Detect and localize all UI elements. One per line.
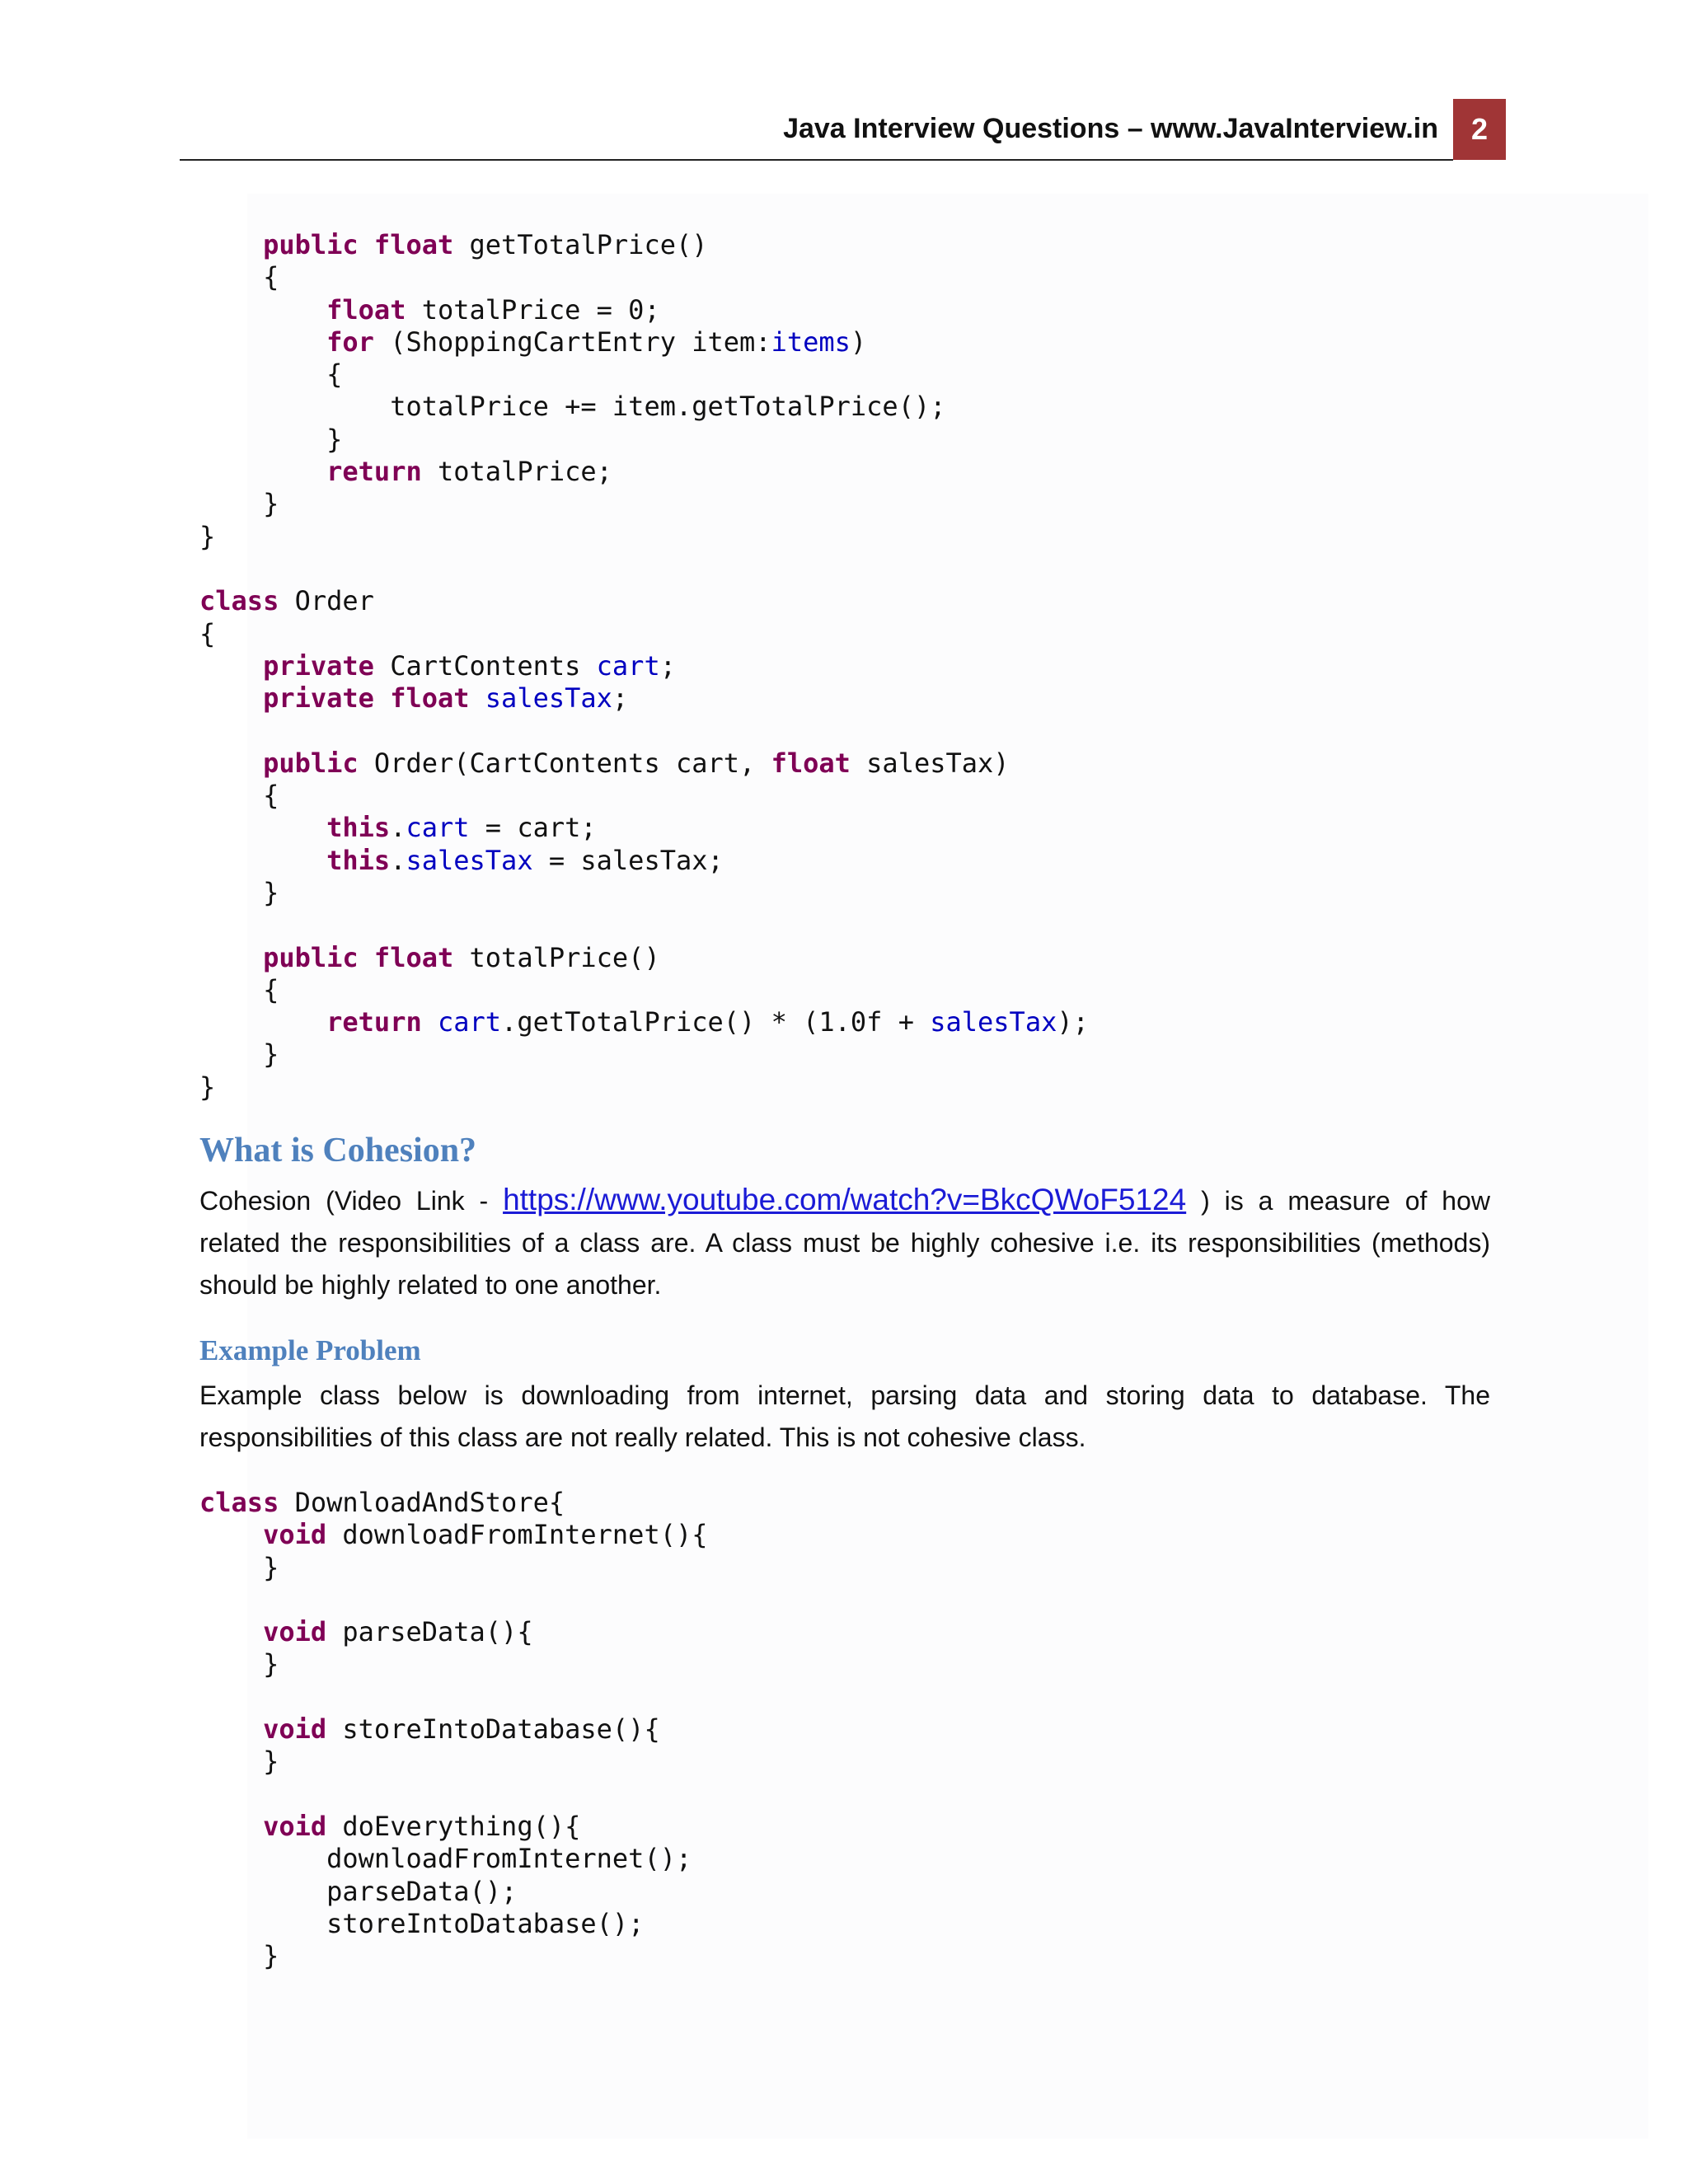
code-line	[199, 1811, 708, 1843]
code-line	[199, 261, 1089, 293]
code-line	[199, 974, 1089, 1006]
code-line	[199, 1071, 1089, 1104]
code-text: }	[199, 520, 216, 552]
code-text	[199, 650, 263, 682]
code-line	[199, 1843, 708, 1875]
code-text	[199, 1811, 263, 1842]
code-line	[199, 748, 1089, 780]
code-text: totalPrice = 0;	[406, 293, 660, 326]
code-text: parseData();	[199, 1875, 518, 1907]
code-text	[199, 1006, 326, 1038]
subsection-heading-example-problem: Example Problem	[199, 1334, 421, 1366]
code-text: = cart;	[469, 812, 597, 844]
code-text: parseData(){	[326, 1616, 533, 1648]
code-keyword: float	[326, 293, 406, 326]
code-text	[199, 229, 263, 260]
code-block-download-and-store	[199, 1487, 708, 1972]
code-line	[199, 877, 1089, 909]
code-block-shopping-cart-order	[199, 229, 1089, 1104]
header-title: Java Interview Questions – www.JavaInterview.in	[783, 113, 1438, 144]
code-text: }	[199, 488, 279, 520]
code-text: ;	[659, 649, 676, 682]
code-text: CartContents	[373, 649, 597, 682]
code-field: salesTax	[930, 1006, 1057, 1038]
code-text	[199, 1519, 263, 1550]
code-line	[199, 1616, 708, 1648]
code-line	[199, 359, 1089, 391]
code-text	[422, 1006, 438, 1038]
code-text	[199, 1713, 263, 1745]
code-text: }	[199, 1648, 279, 1680]
code-text: doEverything(){	[326, 1810, 581, 1842]
code-text: );	[1057, 1006, 1089, 1038]
code-text	[199, 845, 326, 876]
code-text	[199, 294, 326, 326]
header-divider	[180, 159, 1453, 161]
code-line	[199, 1552, 708, 1584]
page-header	[0, 0, 1688, 165]
code-line	[199, 1681, 708, 1713]
code-text	[199, 326, 326, 358]
code-text: }	[199, 423, 343, 455]
cohesion-paragraph	[199, 1179, 1490, 1306]
code-text	[374, 682, 390, 714]
code-text: }	[199, 1038, 279, 1071]
code-keyword: private	[263, 682, 374, 715]
code-line	[199, 812, 1089, 844]
code-line	[199, 682, 1089, 715]
code-text: (ShoppingCartEntry item:	[373, 326, 771, 358]
code-text	[359, 942, 374, 973]
code-keyword: this	[326, 844, 391, 876]
code-text	[470, 682, 485, 714]
code-keyword: for	[326, 326, 374, 358]
code-text: }	[199, 1940, 279, 1972]
code-text: storeIntoDatabase();	[199, 1907, 645, 1939]
code-field: salesTax	[485, 682, 612, 715]
code-text: DownloadAndStore{	[279, 1487, 565, 1518]
code-line	[199, 1584, 708, 1616]
code-text: = salesTax;	[532, 844, 724, 876]
code-keyword: class	[199, 1487, 279, 1518]
code-line	[199, 1487, 708, 1519]
code-line	[199, 650, 1089, 682]
code-line	[199, 1940, 708, 1972]
code-text: }	[199, 1746, 279, 1778]
code-line	[199, 1648, 708, 1680]
code-text	[199, 748, 263, 779]
code-keyword: return	[326, 456, 422, 488]
code-text: downloadFromInternet();	[199, 1843, 692, 1875]
code-line	[199, 715, 1089, 747]
code-text: .	[390, 844, 406, 876]
code-text: downloadFromInternet(){	[326, 1519, 708, 1551]
code-text: totalPrice;	[421, 456, 612, 488]
video-link[interactable]: https://www.youtube.com/watch?v=BkcQWoF5124	[503, 1183, 1187, 1216]
code-text: totalPrice()	[453, 941, 660, 973]
code-keyword: public	[263, 941, 359, 973]
code-line	[199, 1779, 708, 1811]
code-text: getTotalPrice()	[453, 229, 708, 260]
code-text: .	[390, 812, 406, 844]
code-keyword: public	[263, 747, 359, 779]
code-line	[199, 1006, 1089, 1038]
code-line	[199, 456, 1089, 488]
code-text: {	[199, 261, 279, 293]
code-keyword: void	[263, 1616, 327, 1648]
code-text	[199, 682, 263, 714]
code-keyword: float	[373, 229, 454, 260]
code-text: salesTax)	[850, 747, 1010, 779]
code-field: cart	[596, 649, 660, 682]
code-keyword: return	[326, 1006, 422, 1038]
code-text	[199, 456, 326, 487]
code-line	[199, 229, 1089, 261]
code-keyword: void	[263, 1713, 327, 1746]
code-line	[199, 780, 1089, 812]
code-line	[199, 391, 1089, 423]
code-keyword: void	[263, 1810, 327, 1842]
code-text: }	[199, 1551, 279, 1583]
cohesion-text-definition: ) is a measure of how related the responsibilities of a class are. A class must be highly cohesive i.e. its responsibilities (methods) should be highly related to one another.	[199, 1186, 1491, 1300]
code-line	[199, 942, 1089, 974]
code-text: Order(CartContents cart,	[358, 747, 771, 779]
code-text: {	[199, 780, 279, 812]
cohesion-text-intro: Cohesion (Video Link -	[199, 1186, 504, 1216]
section-heading-cohesion: What is Cohesion?	[199, 1132, 477, 1169]
code-line	[199, 618, 1089, 650]
code-text: {	[199, 617, 216, 649]
code-field: cart	[406, 812, 470, 844]
code-line	[199, 424, 1089, 456]
code-field: items	[771, 326, 851, 358]
code-keyword: public	[263, 229, 359, 260]
code-line	[199, 1519, 708, 1551]
code-keyword: float	[390, 682, 470, 715]
code-line	[199, 1908, 708, 1940]
code-line	[199, 1876, 708, 1908]
code-line	[199, 294, 1089, 326]
code-line	[199, 521, 1089, 553]
code-text	[359, 229, 374, 260]
example-problem-paragraph: Example class below is downloading from internet, parsing data and storing data to database. The responsibilities of this class are not really related. This is not cohesive class.	[199, 1380, 1490, 1452]
page-number: 2	[1453, 99, 1506, 160]
code-text: )	[850, 326, 867, 358]
code-text: totalPrice += item.getTotalPrice();	[199, 391, 946, 423]
code-keyword: float	[771, 747, 851, 779]
code-line	[199, 488, 1089, 520]
code-text: {	[199, 973, 279, 1005]
code-text: ;	[612, 682, 629, 715]
code-line	[199, 1746, 708, 1778]
code-line	[199, 326, 1089, 359]
code-text: Order	[279, 585, 374, 617]
code-text: storeIntoDatabase(){	[326, 1713, 660, 1746]
code-keyword: float	[373, 941, 454, 973]
code-keyword: class	[199, 585, 279, 617]
code-line	[199, 1038, 1089, 1071]
code-text	[199, 942, 263, 973]
code-text: }	[199, 876, 279, 908]
code-text: }	[199, 1071, 216, 1103]
code-line	[199, 909, 1089, 941]
code-text	[199, 1616, 263, 1647]
code-field: cart	[437, 1006, 502, 1038]
code-text: {	[199, 359, 343, 391]
code-text	[199, 812, 326, 843]
code-line	[199, 1713, 708, 1746]
code-keyword: private	[263, 649, 374, 682]
code-keyword: this	[326, 812, 391, 844]
code-text: .getTotalPrice() * (1.0f +	[501, 1006, 931, 1038]
code-line	[199, 585, 1089, 617]
code-line	[199, 553, 1089, 585]
code-keyword: void	[263, 1519, 327, 1551]
code-line	[199, 845, 1089, 877]
code-field: salesTax	[406, 844, 533, 876]
